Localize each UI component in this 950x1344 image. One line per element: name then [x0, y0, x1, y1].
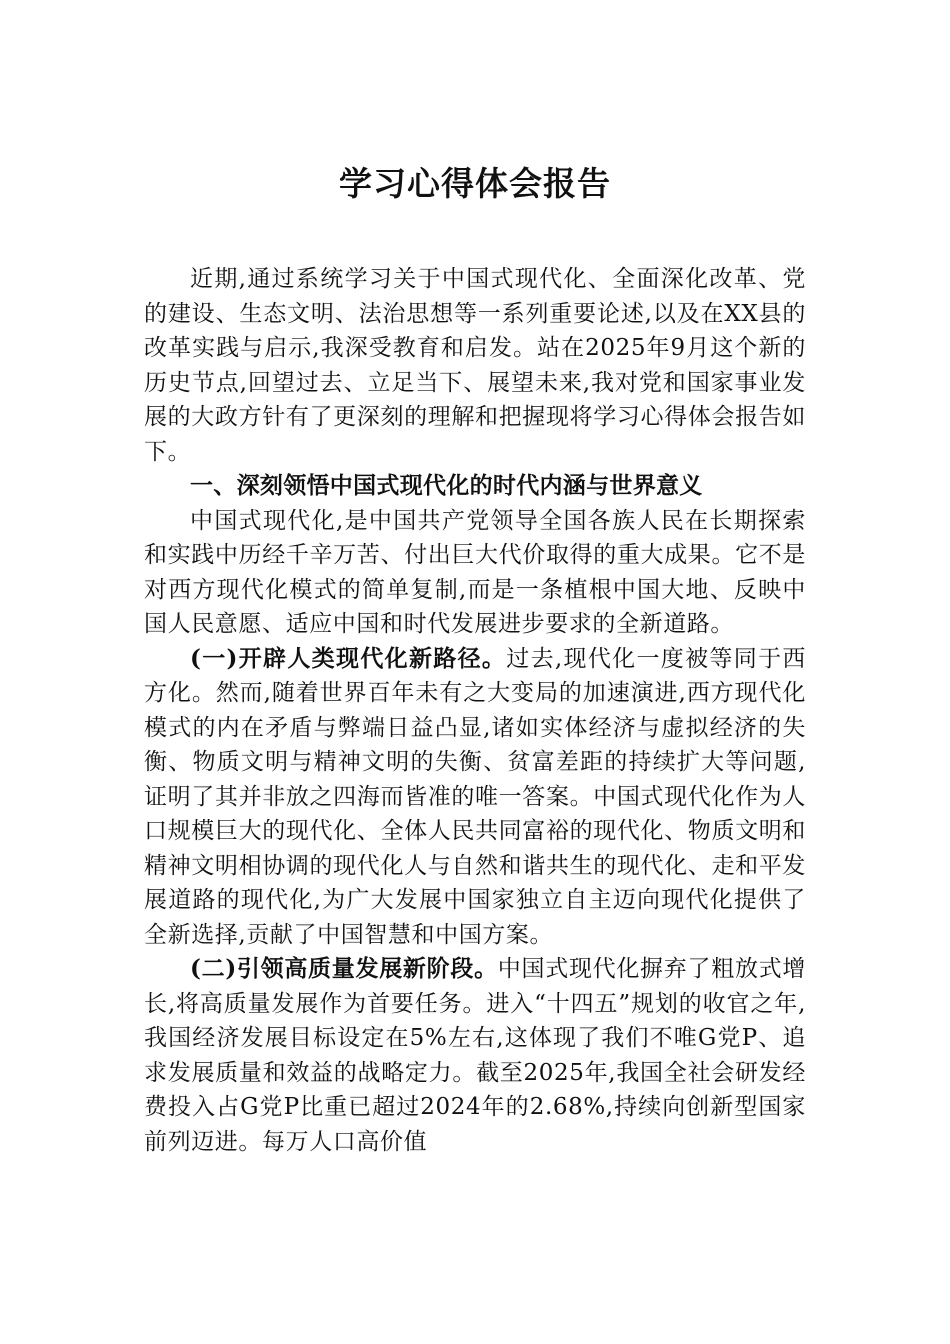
intro-paragraph: 近期,通过系统学习关于中国式现代化、全面深化改革、党的建设、生态文明、法治思想等一系列重要论述,以及在XX县的改革实践与启示,我深受教育和启发。站在2025年9月这个新的历史节点,回望过去、立足当下、展望未来,我对党和国家事业发展的大政方针有了更深刻的理解和把握现将学习心得体会报告如下。 [144, 266, 806, 465]
subsection-1-text: 过去,现代化一度被等同于西方化。然而,随着世界百年未有之大变局的加速演进,西方现代化模式的内在矛盾与弊端日益凸显,诸如实体经济与虚拟经济的失衡、物质文明与精神文明的失衡、贫富差距的持续扩大等问题,证明了其并非放之四海而皆准的唯一答案。中国式现代化作为人口规模巨大的现代化、全体人民共同富裕的现代化、物质文明和精神文明相协调的现代化人与自然和谐共生的现代化、走和平发展道路的现代化,为广大发展中国家独立自主迈向现代化提供了全新选择,贡献了中国智慧和中国方案。 [144, 645, 806, 948]
section-heading-1: 一、深刻领悟中国式现代化的时代内涵与世界意义 [190, 472, 703, 499]
subsection-2-text: 中国式现代化摒弃了粗放式增长,将高质量发展作为首要任务。进入“十四五”规划的收官之年,我国经济发展目标设定在5%左右,这体现了我们不唯G党P、追求发展质量和效益的战略定力。截至2025年,我国全社会研发经费投入占G党P比重已超过2024年的2.68%,持续向创新型国家前列迈进。每万人口高价值 [144, 956, 806, 1155]
document-body [144, 262, 806, 1159]
subsection-1-lead: (一)开辟人类现代化新路径。 [190, 644, 507, 672]
document-title: 学习心得体会报告 [339, 164, 611, 203]
subsection-1-paragraph [144, 642, 806, 953]
section-1-paragraph: 中国式现代化,是中国共产党领导全国各族人民在长期探索和实践中历经千辛万苦、付出巨大代价取得的重大成果。它不是对西方现代化模式的简单复制,而是一条植根中国大地、反映中国人民意愿、适应中国和时代发展进步要求的全新道路。 [144, 507, 806, 637]
subsection-2-lead: (二)引领高质量发展新阶段。 [190, 955, 498, 982]
subsection-2-paragraph [144, 952, 806, 1159]
